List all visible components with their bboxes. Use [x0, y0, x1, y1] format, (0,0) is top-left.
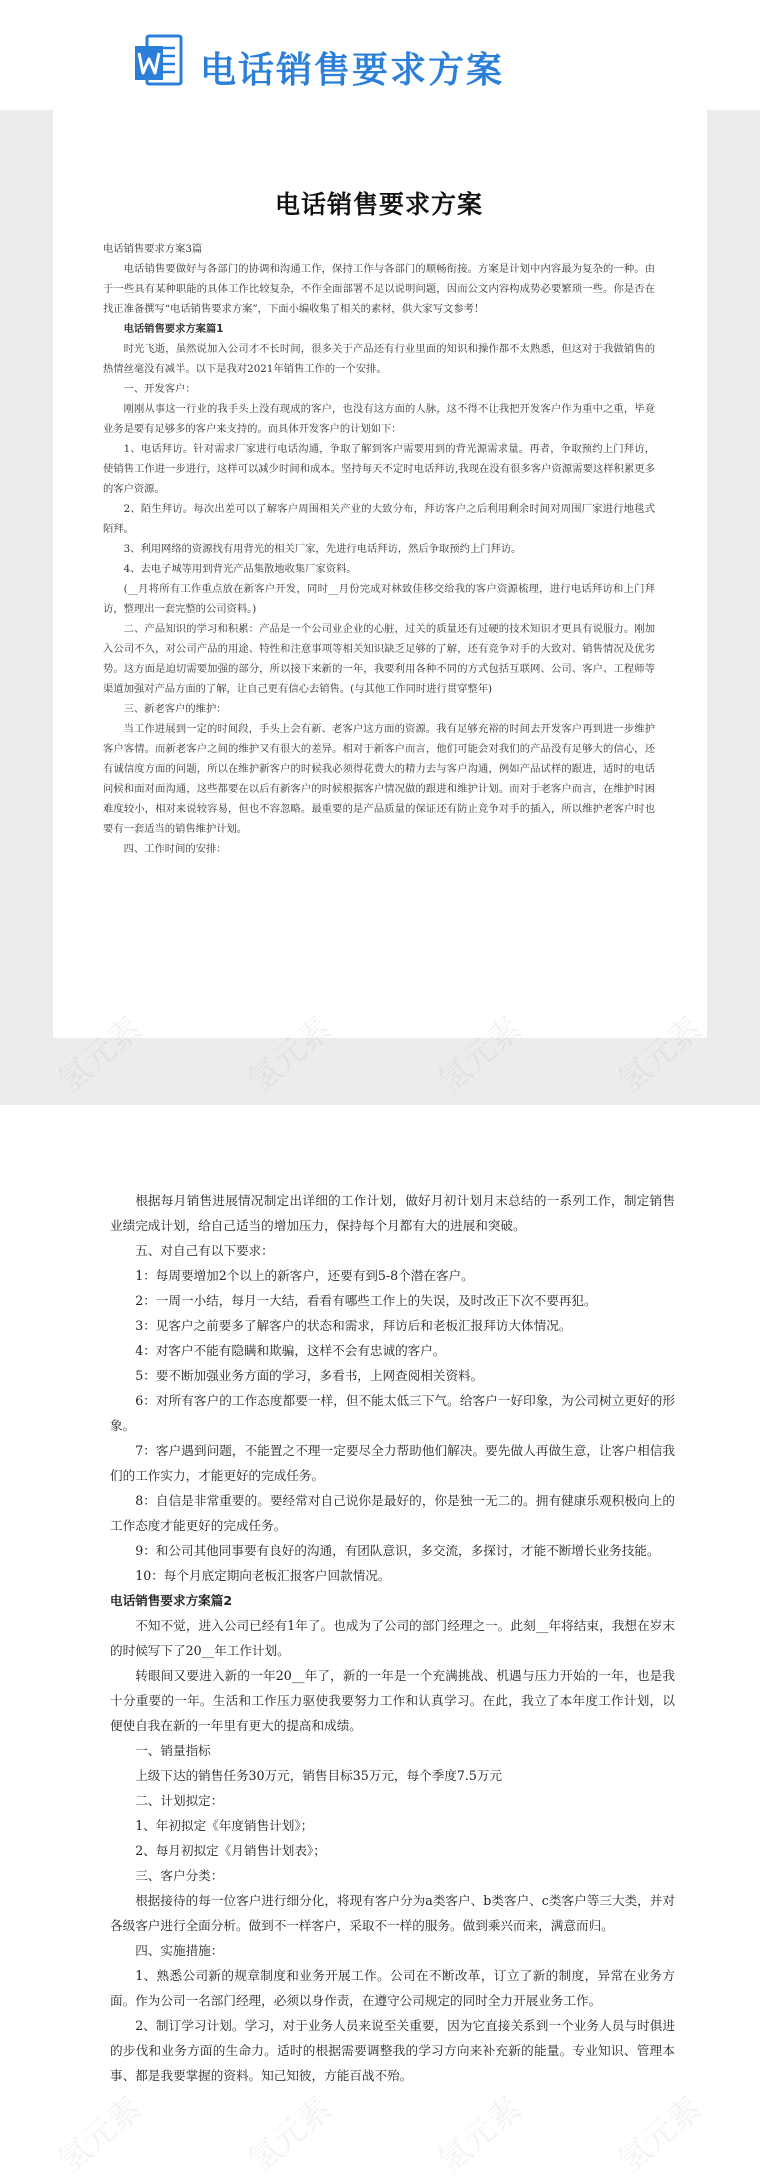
paragraph: (__月将所有工作重点放在新客户开发，同时__月份完成对林致佳移交给我的客户资源梳理，进行电话拜访和上门拜访，整理出一套完整的公司资料。) — [103, 583, 655, 615]
paragraph: 根据接待的每一位客户进行细分化，将现有客户分为a类客户、b类客户、c类客户等三大类，并对各级客户进行全面分析。做到不一样客户，采取不一样的服务。做到乘兴而来，满意而归。 — [110, 1893, 675, 1933]
paragraph: 当工作进展到一定的时间段，手头上会有新、老客户这方面的资源。我有足够充裕的时间去开发客户再到进一步维护客户客情。而新老客户之间的维护又有很大的差异。相对于新客户而言，他们可能会对我们的产品没有足够大的信心，还有诚信度方面的问题，所以在维护新客户的时候我必须得花费大的精力去与客户沟通，例如产品试样的跟进，适时的电话问候和面对面沟通，这些都要在以后有新客户的时候根据客户情况做的跟进和维护计划。而对于老客户而言，在维护时困难度较小，相对来说较容易，但也不容忽略。最重要的是产品质量的保证还有防止竞争对手的插入，所以维护老客户时也要有一套适当的销售维护计划。 — [103, 723, 655, 835]
paragraph: 一、销量指标 — [135, 1743, 211, 1758]
paragraph: 10：每个月底定期向老板汇报客户回款情况。 — [135, 1568, 391, 1583]
paragraph: 时光飞逝，虽然说加入公司才不长时间，很多关于产品还有行业里面的知识和操作都不太熟悉，但这对于我做销售的热情丝毫没有减半。以下是我对2021年销售工作的一个安排。 — [103, 343, 655, 375]
paragraph: 4：对客户不能有隐瞒和欺骗，这样不会有忠诚的客户。 — [135, 1343, 446, 1358]
paragraph: 五、对自己有以下要求： — [135, 1243, 274, 1258]
paragraph: 电话销售要求方案3篇 — [103, 243, 203, 255]
paragraph: 刚刚从事这一行业的我手头上没有现成的客户，也没有这方面的人脉，这不得不让我把开发客户作为重中之重，毕竟业务是要有足够多的客户来支持的。而具体开发客户的计划如下： — [103, 403, 655, 435]
paragraph: 9：和公司其他同事要有良好的沟通，有团队意识，多交流，多探讨，才能不断增长业务技能。 — [135, 1543, 660, 1558]
paragraph: 8：自信是非常重要的。要经常对自己说你是最好的，你是独一无二的。拥有健康乐观积极向上的工作态度才能更好的完成任务。 — [110, 1493, 675, 1533]
paragraph: 根据每月销售进展情况制定出详细的工作计划，做好月初计划月末总结的一系列工作，制定销售业绩完成计划，给自己适当的增加压力，保持每个月都有大的进展和突破。 — [110, 1193, 675, 1233]
paragraph: 1：每周要增加2个以上的新客户，还要有到5-8个潜在客户。 — [135, 1268, 474, 1283]
paragraph: 不知不觉，进入公司已经有1年了。也成为了公司的部门经理之一。此刻__年将结束，我想在岁末的时候写下了20__年工作计划。 — [110, 1618, 675, 1658]
paragraph: 四、工作时间的安排： — [123, 843, 227, 855]
paragraph: 5：要不断加强业务方面的学习，多看书，上网查阅相关资料。 — [135, 1368, 484, 1383]
paragraph: 2、每月初拟定《月销售计划表》； — [135, 1843, 326, 1858]
paragraph: 2、制订学习计划。学习，对于业务人员来说至关重要，因为它直接关系到一个业务人员与时俱进的步伐和业务方面的生命力。适时的根据需要调整我的学习方向来补充新的能量。专业知识、管理本事、都是我要掌握的资料。知己知彼，方能百战不殆。 — [110, 2018, 675, 2083]
paragraph: 上级下达的销售任务30万元，销售目标35万元，每个季度7.5万元 — [135, 1768, 503, 1783]
paragraph: 转眼间又要进入新的一年20__年了，新的一年是一个充满挑战、机遇与压力开始的一年，也是我十分重要的一年。生活和工作压力驱使我要努力工作和认真学习。在此，我立了本年度工作计划，以便使自我在新的一年里有更大的提高和成绩。 — [110, 1668, 675, 1733]
paragraph: 四、实施措施： — [135, 1943, 224, 1958]
paragraph: 4、去电子城等用到背光产品集散地收集厂家资料。 — [123, 563, 357, 575]
paragraph: 6：对所有客户的工作态度都要一样，但不能太低三下气。给客户一好印象，为公司树立更好的形象。 — [110, 1393, 675, 1433]
header-title: 电话销售要求方案 — [200, 50, 505, 91]
paragraph: 二、产品知识的学习和积累：产品是一个公司业企业的心脏，过关的质量还有过硬的技术知识才更具有说服力。刚加入公司不久，对公司产品的用途、特性和注意事项等相关知识缺乏足够的了解，还有竞争对手的大致对、销售情况及优劣势。这方面是迫切需要加强的部分，所以接下来新的一年，我要利用各种不同的方式包括互联网、公司、客户、工程师等渠道加强对产品方面的了解，让自己更有信心去销售。(与其他工作同时进行贯穿整年) — [103, 623, 655, 695]
section-heading: 电话销售要求方案篇2 — [110, 1593, 233, 1608]
page2-body — [110, 1188, 675, 2088]
page1-body — [103, 239, 655, 859]
document-page-2 — [0, 1105, 760, 2178]
paragraph: 三、客户分类： — [135, 1868, 224, 1883]
paragraph: 1、熟悉公司新的规章制度和业务开展工作。公司在不断改革，订立了新的制度，异常在业务方面。作为公司一名部门经理，必须以身作责，在遵守公司规定的同时全力开展业务工作。 — [110, 1968, 675, 2008]
header — [0, 0, 760, 110]
paragraph: 3：见客户之前要多了解客户的状态和需求，拜访后和老板汇报拜访大体情况。 — [135, 1318, 572, 1333]
paragraph: 2、陌生拜访。每次出差可以了解客户周围相关产业的大致分布，拜访客户之后利用剩余时间对周围厂家进行地毯式陌拜。 — [103, 503, 655, 535]
paragraph: 7：客户遇到问题，不能置之不理一定要尽全力帮助他们解决。要先做人再做生意，让客户相信我们的工作实力，才能更好的完成任务。 — [110, 1443, 675, 1483]
paragraph: 二、计划拟定： — [135, 1793, 224, 1808]
paragraph: 1、年初拟定《年度销售计划》； — [135, 1818, 314, 1833]
paragraph: 一、开发客户： — [123, 383, 196, 395]
paragraph: 3、利用网络的资源找有用背光的相关厂家，先进行电话拜访，然后争取预约上门拜访。 — [123, 543, 522, 555]
paragraph: 电话销售要做好与各部门的协调和沟通工作，保持工作与各部门的顺畅衔接。方案是计划中内容最为复杂的一种。由于一些具有某种职能的具体工作比较复杂，不作全面部署不足以说明问题，因而公文内容构成势必要繁琐一些。你是否在找正准备撰写“电话销售要求方案”，下面小编收集了相关的素材，供大家写文参考！ — [103, 263, 655, 315]
paragraph: 1、电话拜访。针对需求厂家进行电话沟通，争取了解到客户需要用到的背光源需求量。再者，争取预约上门拜访，使销售工作进一步进行，这样可以减少时间和成本。坚持每天不定时电话拜访,我现在没有很多客户资源需要这样积累更多的客户资源。 — [103, 443, 655, 495]
word-doc-icon — [133, 34, 185, 92]
section-heading: 电话销售要求方案篇1 — [123, 323, 224, 335]
document-page-1 — [53, 110, 707, 1038]
document-title: 电话销售要求方案 — [274, 190, 483, 219]
paragraph: 2：一周一小结，每月一大结，看看有哪些工作上的失误，及时改正下次不要再犯。 — [135, 1293, 597, 1308]
paragraph: 三、新老客户的维护： — [123, 703, 227, 715]
